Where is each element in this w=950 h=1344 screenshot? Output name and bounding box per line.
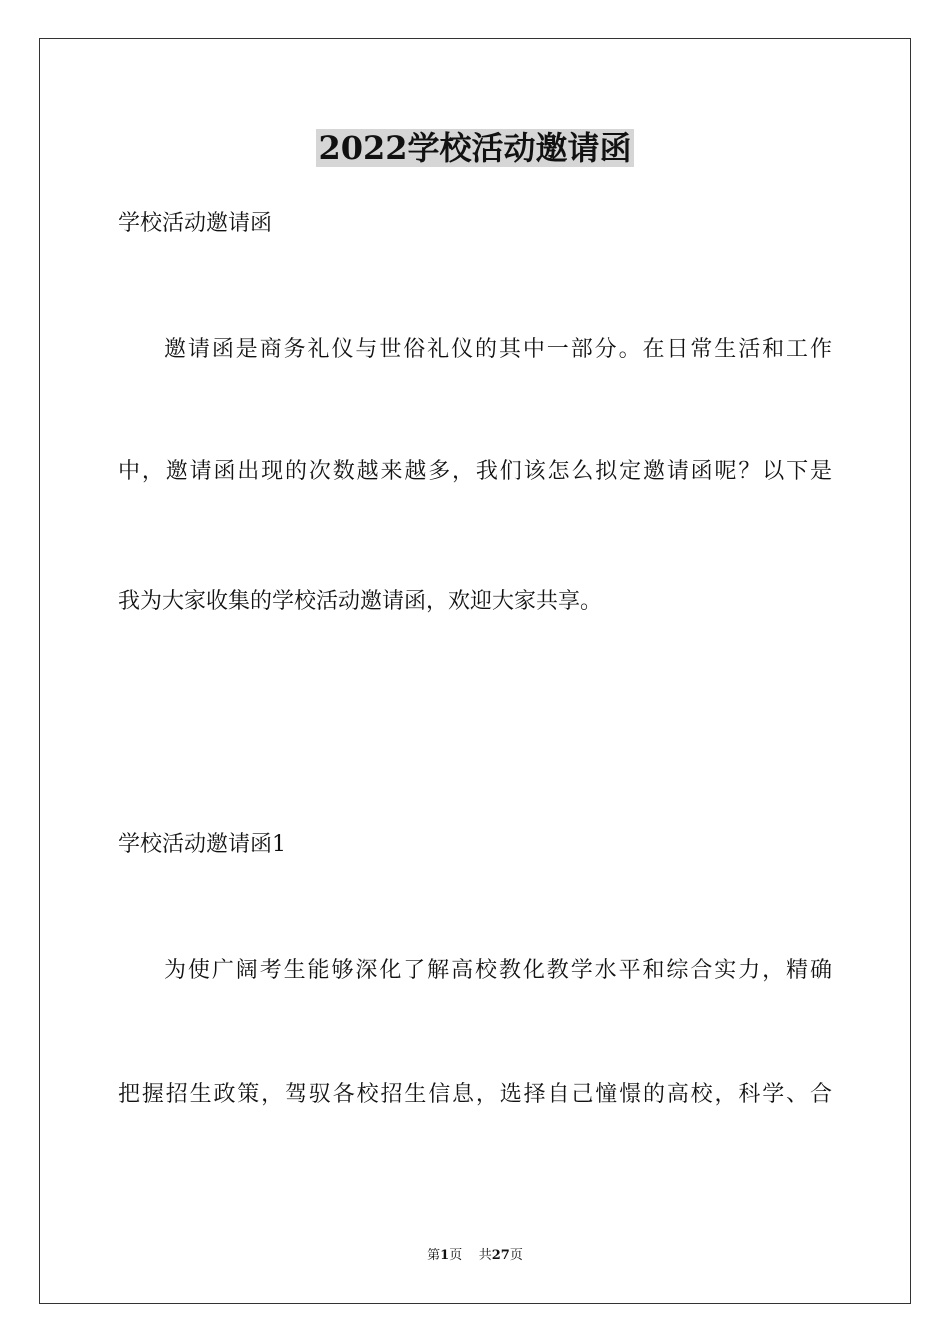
document-subtitle: 学校活动邀请函 [118, 211, 273, 236]
footer-total-suffix: 页 [509, 1248, 523, 1263]
intro-line-1: 邀请函是商务礼仪与世俗礼仪的其中一部分。在日常生活和工作 [164, 337, 832, 362]
intro-line-2: 中，邀请函出现的次数越来越多，我们该怎么拟定邀请函呢？以下是 [118, 459, 832, 484]
footer-total-pages: 27 [491, 1248, 510, 1263]
page-footer [0, 1247, 950, 1265]
section-line-1: 为使广阔考生能够深化了解高校教化教学水平和综合实力，精确 [164, 958, 832, 983]
footer-page-suffix: 页 [449, 1248, 463, 1263]
intro-line-3: 我为大家收集的学校活动邀请函，欢迎大家共享。 [118, 589, 603, 614]
document-title [0, 128, 950, 168]
section-heading: 学校活动邀请函1 [118, 832, 286, 857]
section-line-2: 把握招生政策，驾驭各校招生信息，选择自己憧憬的高校，科学、合 [118, 1082, 832, 1107]
document-title-text: 2022学校活动邀请函 [318, 129, 632, 167]
footer-total-prefix: 共 [478, 1248, 492, 1263]
footer-page-number: 1 [440, 1248, 450, 1263]
footer-page-prefix: 第 [427, 1248, 441, 1263]
